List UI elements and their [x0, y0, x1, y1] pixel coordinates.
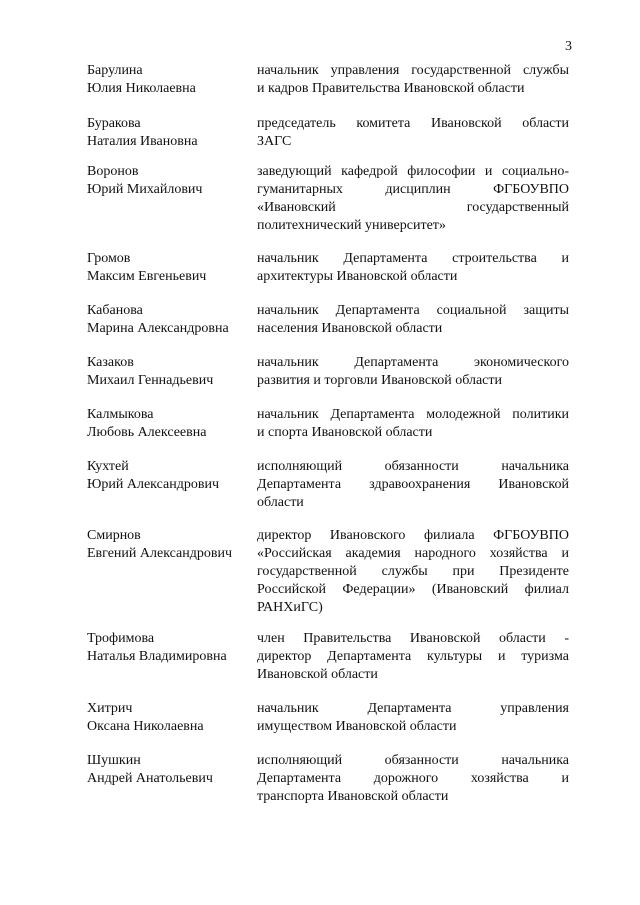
member-name [87, 163, 252, 199]
member-position [257, 752, 569, 806]
position-line: начальник управления государственной службы [257, 63, 569, 78]
position-line: транспорта Ивановской области [257, 789, 449, 804]
page-number: 3 [565, 39, 572, 54]
position-line: гуманитарных дисциплин ФГБОУВПО [257, 182, 569, 197]
member-given-names: Михаил Геннадьевич [87, 373, 214, 388]
member-position [257, 302, 569, 338]
member-given-names: Наталья Владимировна [87, 649, 227, 664]
member-given-names: Любовь Алексеевна [87, 425, 207, 440]
member-given-names: Наталия Ивановна [87, 134, 198, 149]
position-line: директор Департамента культуры и туризма [257, 649, 569, 664]
position-line: исполняющий обязанности начальника [257, 459, 569, 474]
position-line: РАНХиГС) [257, 600, 323, 615]
position-line: начальник Департамента молодежной политики [257, 407, 569, 422]
member-position [257, 163, 569, 235]
position-line: Ивановской области [257, 667, 378, 682]
member-position [257, 115, 569, 151]
member-surname: Смирнов [87, 528, 141, 543]
member-position [257, 527, 569, 617]
member-surname: Буракова [87, 116, 141, 131]
member-position [257, 406, 569, 442]
member-given-names: Оксана Николаевна [87, 719, 204, 734]
member-given-names: Юлия Николаевна [87, 81, 196, 96]
position-line: развития и торговли Ивановской области [257, 373, 502, 388]
position-line: исполняющий обязанности начальника [257, 753, 569, 768]
position-line: ЗАГС [257, 134, 292, 149]
member-surname: Барулина [87, 63, 143, 78]
member-position [257, 458, 569, 512]
member-surname: Кабанова [87, 303, 143, 318]
member-position [257, 250, 569, 286]
member-name [87, 406, 252, 442]
member-given-names: Евгений Александрович [87, 546, 233, 561]
member-surname: Трофимова [87, 631, 155, 646]
member-surname: Хитрич [87, 701, 133, 716]
position-line: Российской Федерации» (Ивановский филиал [257, 582, 569, 597]
member-given-names: Максим Евгеньевич [87, 269, 207, 284]
position-line: политехнический университет» [257, 218, 446, 233]
member-position [257, 700, 569, 736]
position-line: председатель комитета Ивановской области [257, 116, 569, 131]
member-name [87, 62, 252, 98]
position-line: государственной службы при Президенте [257, 564, 569, 579]
position-line: имуществом Ивановской области [257, 719, 457, 734]
member-position [257, 354, 569, 390]
member-position [257, 630, 569, 684]
member-given-names: Андрей Анатольевич [87, 771, 213, 786]
member-surname: Воронов [87, 164, 139, 179]
position-line: «Ивановский государственный [257, 200, 569, 215]
member-surname: Казаков [87, 355, 134, 370]
member-given-names: Юрий Михайлович [87, 182, 203, 197]
member-name [87, 250, 252, 286]
position-line: и спорта Ивановской области [257, 425, 433, 440]
member-name [87, 302, 252, 338]
member-surname: Кухтей [87, 459, 129, 474]
member-position [257, 62, 569, 98]
position-line: начальник Департамента строительства и [257, 251, 569, 266]
member-name [87, 752, 252, 788]
position-line: и кадров Правительства Ивановской области [257, 81, 525, 96]
position-line: начальник Департамента социальной защиты [257, 303, 569, 318]
position-line: член Правительства Ивановской области - [257, 631, 569, 646]
position-line: области [257, 495, 304, 510]
member-surname: Громов [87, 251, 131, 266]
position-line: заведующий кафедрой философии и социально- [257, 164, 569, 179]
position-line: «Российская академия народного хозяйства и [257, 546, 569, 561]
member-surname: Калмыкова [87, 407, 154, 422]
position-line: населения Ивановской области [257, 321, 443, 336]
member-name [87, 630, 252, 666]
position-line: директор Ивановского филиала ФГБОУВПО [257, 528, 569, 543]
position-line: начальник Департамента экономического [257, 355, 569, 370]
member-given-names: Юрий Александрович [87, 477, 219, 492]
member-name [87, 527, 252, 563]
member-name [87, 700, 252, 736]
position-line: Департамента здравоохранения Ивановской [257, 477, 569, 492]
member-name [87, 354, 252, 390]
member-given-names: Марина Александровна [87, 321, 229, 336]
member-name [87, 115, 252, 151]
member-name [87, 458, 252, 494]
position-line: архитектуры Ивановской области [257, 269, 458, 284]
member-surname: Шушкин [87, 753, 141, 768]
position-line: Департамента дорожного хозяйства и [257, 771, 569, 786]
position-line: начальник Департамента управления [257, 701, 569, 716]
